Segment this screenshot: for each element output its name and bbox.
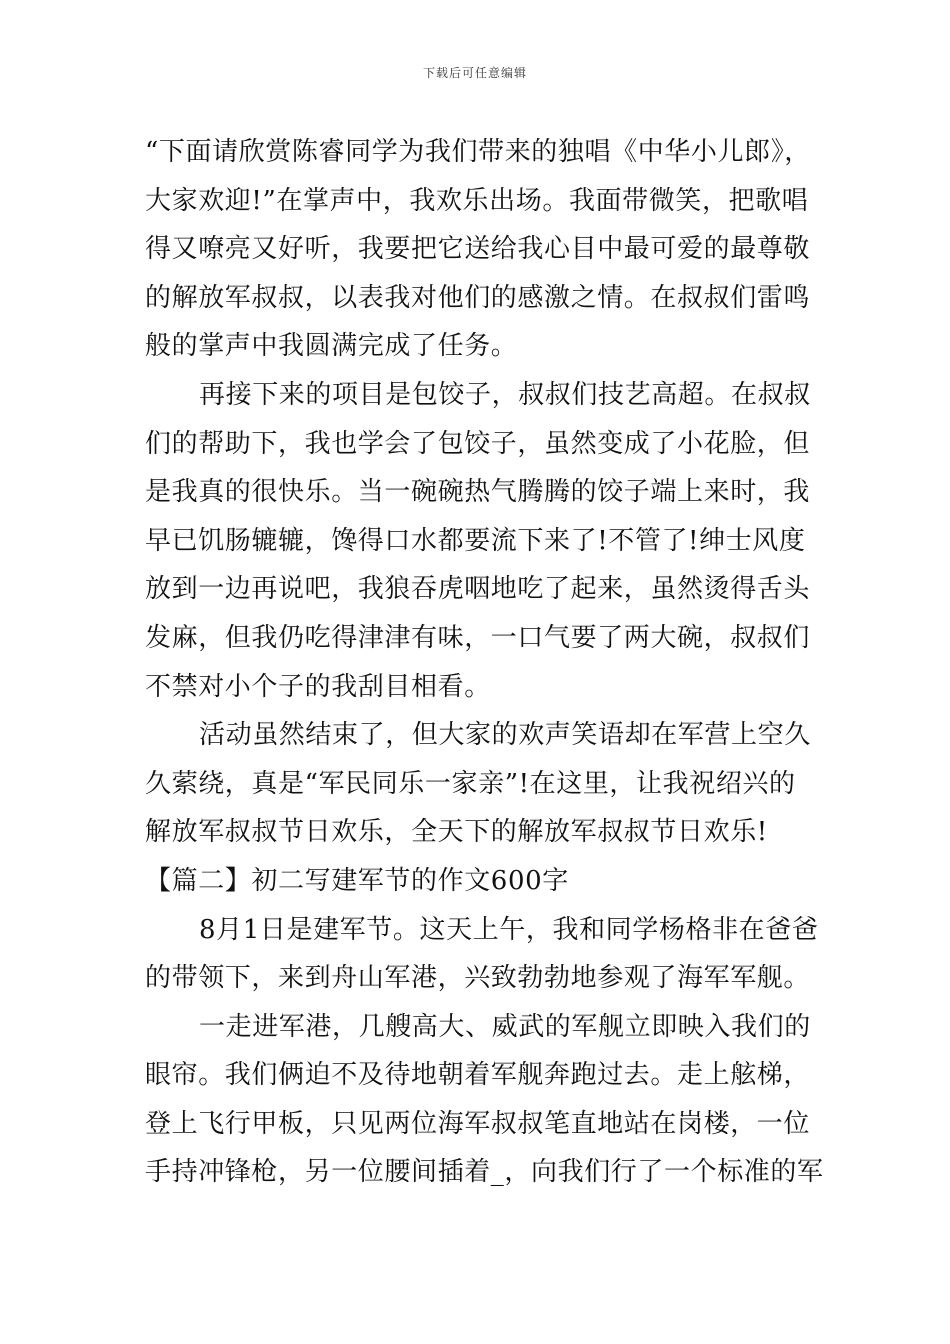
text-line: 是我真的很快乐。当一碗碗热气腾腾的饺子端上来时，我 [145,477,811,508]
text-line: 的带领下，来到舟山军港，兴致勃勃地参观了海军军舰。 [145,963,811,994]
section-heading: 【篇二】初二写建军节的作文600字 [145,865,569,896]
text-line: 般的掌声中我圆满完成了任务。 [145,331,518,362]
text-line: 久萦绕，真是“军民同乐一家亲”!在这里，让我祝绍兴的 [145,768,796,799]
text-line: 解放军叔叔节日欢乐，全天下的解放军叔叔节日欢乐! [145,817,768,848]
text-line: 的解放军叔叔，以表我对他们的感激之情。在叔叔们雷鸣 [145,282,811,313]
text-line: 不禁对小个子的我刮目相看。 [145,671,491,702]
text-line: 放到一边再说吧，我狼吞虎咽地吃了起来，虽然烫得舌头 [145,574,811,605]
text-line: 眼帘。我们俩迫不及待地朝着军舰奔跑过去。走上舷梯， [145,1060,811,1091]
document-body [145,128,824,1197]
text-line: “下面请欣赏陈睿同学为我们带来的独唱《中华小儿郎》， [145,137,811,167]
text-line: 登上飞行甲板，只见两位海军叔叔笔直地站在岗楼，一位 [145,1108,811,1139]
page-header: 下载后可任意编辑 [422,66,527,80]
text-line: 手持冲锋枪，另一位腰间插着_，向我们行了一个标准的军 [145,1157,824,1188]
text-line: 发麻，但我仍吃得津津有味，一口气要了两大碗，叔叔们 [145,622,811,653]
paragraph-first-line: 一走进军港，几艘高大、威武的军舰立即映入我们的 [199,1011,811,1042]
text-line: 得又嘹亮又好听，我要把它送给我心目中最可爱的最尊敬 [145,234,811,265]
paragraph-first-line: 再接下来的项目是包饺子，叔叔们技艺高超。在叔叔 [199,379,811,410]
text-line: 们的帮助下，我也学会了包饺子，虽然变成了小花脸，但 [145,428,811,459]
paragraph-first-line: 活动虽然结束了，但大家的欢声笑语却在军营上空久 [199,720,811,751]
paragraph-first-line: 8月1日是建军节。这天上午，我和同学杨格非在爸爸 [199,914,819,945]
text-line: 大家欢迎!”在掌声中，我欢乐出场。我面带微笑，把歌唱 [145,185,809,216]
text-line: 早已饥肠辘辘，馋得口水都要流下来了!不管了!绅士风度 [145,525,806,556]
